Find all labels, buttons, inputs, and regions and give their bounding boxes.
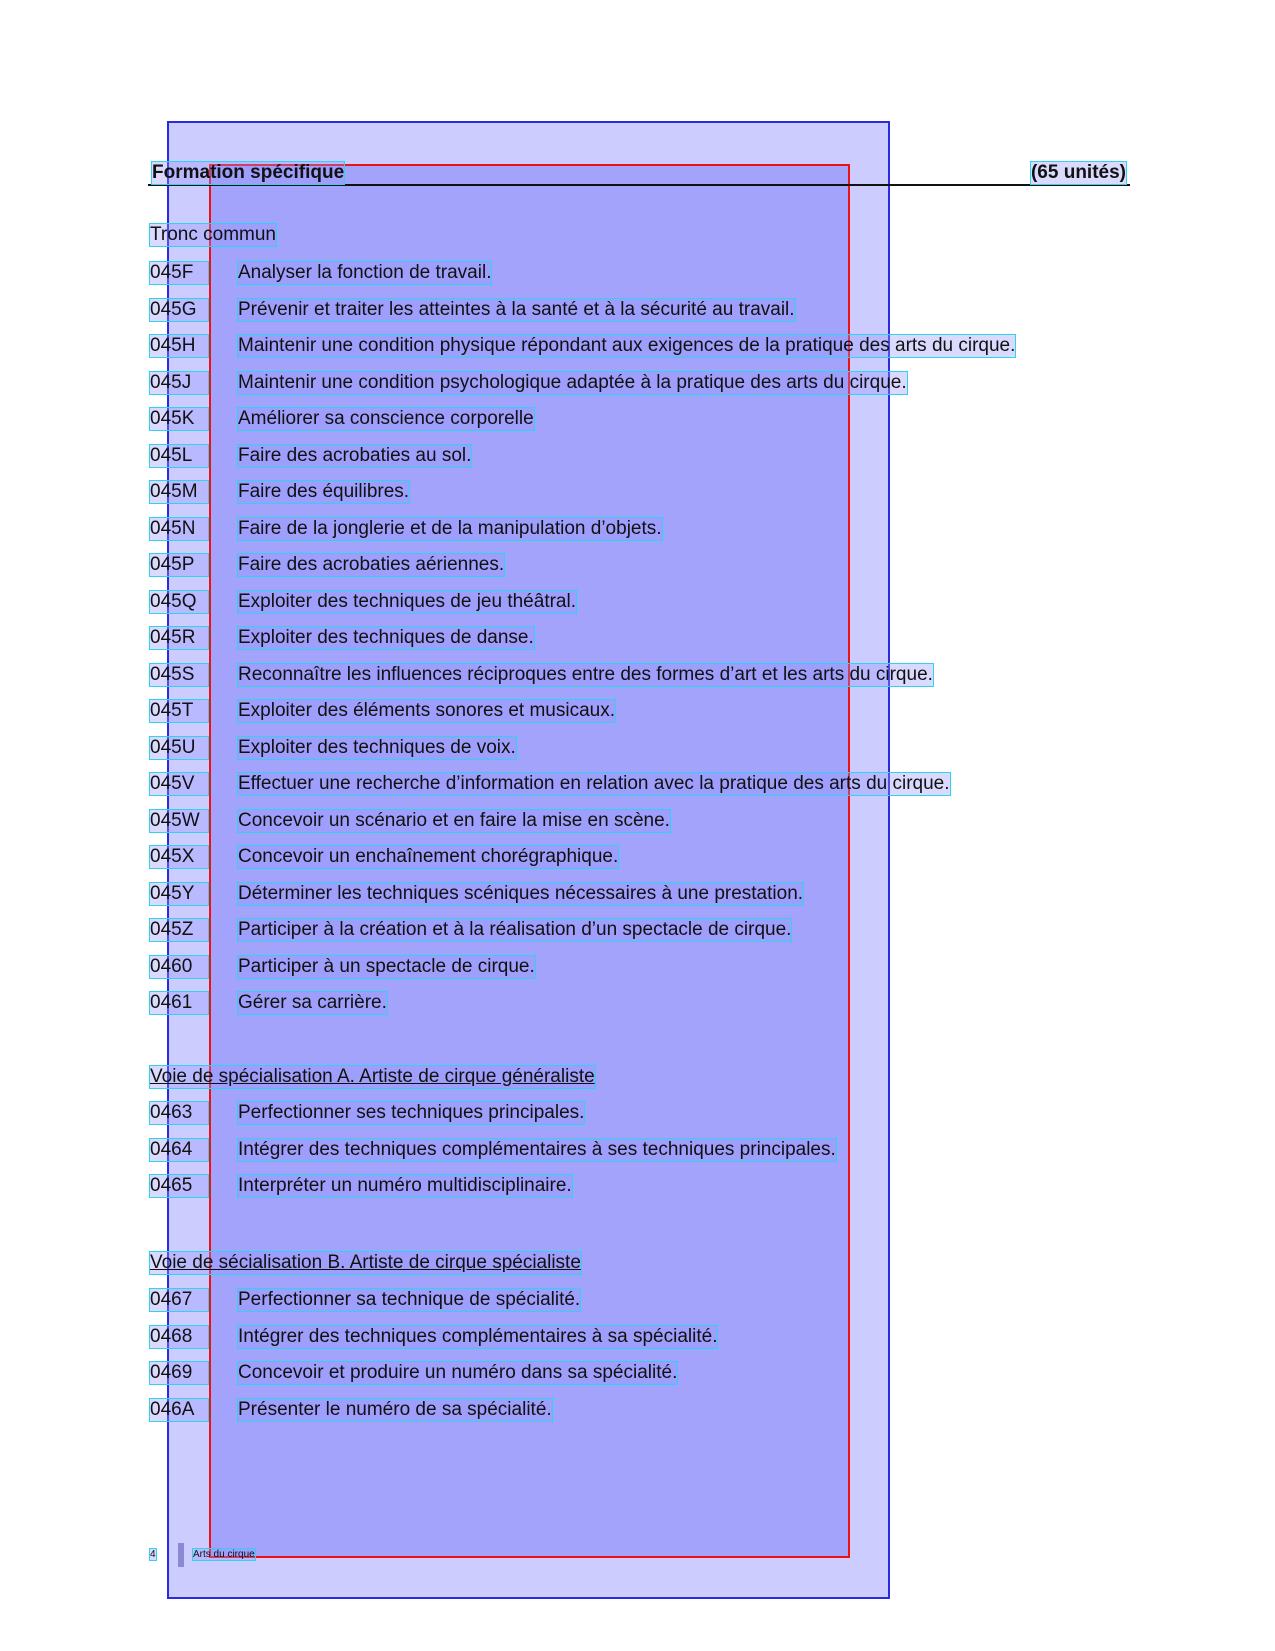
competency-code: 045N — [150, 518, 208, 540]
competency-description: Perfectionner sa technique de spécialité. — [238, 1289, 581, 1310]
competency-description: Exploiter des éléments sonores et musicaux. — [238, 700, 616, 721]
competency-description: Perfectionner ses techniques principales. — [238, 1102, 585, 1123]
header-title: Formation spécifique — [152, 162, 345, 183]
competency-code: 045X — [150, 846, 208, 868]
competency-description: Exploiter des techniques de jeu théâtral. — [238, 591, 576, 612]
competency-code: 045J — [150, 372, 208, 394]
footer-divider-bar — [178, 1543, 184, 1567]
competency-code: 045Y — [150, 883, 208, 905]
competency-description: Analyser la fonction de travail. — [238, 262, 492, 283]
competency-description: Faire des acrobaties aériennes. — [238, 554, 505, 575]
competency-code: 045W — [150, 810, 208, 832]
competency-description: Exploiter des techniques de voix. — [238, 737, 516, 758]
competency-description: Améliorer sa conscience corporelle — [238, 408, 534, 429]
competency-description: Participer à la création et à la réalisation d’un spectacle de cirque. — [238, 919, 792, 940]
footer-page-number: 4 — [150, 1549, 156, 1560]
competency-code: 046A — [150, 1399, 208, 1421]
competency-description: Prévenir et traiter les atteintes à la santé et à la sécurité au travail. — [238, 299, 795, 320]
competency-code: 045H — [150, 335, 208, 357]
competency-description: Présenter le numéro de sa spécialité. — [238, 1399, 552, 1420]
header-units: (65 unités) — [1030, 162, 1126, 183]
competency-code: 0460 — [150, 956, 208, 978]
competency-code: 0469 — [150, 1362, 208, 1384]
competency-description: Faire des acrobaties au sol. — [238, 445, 472, 466]
competency-description: Reconnaître les influences réciproques entre des formes d’art et les arts du cirque. — [238, 664, 933, 685]
section-title: Voie de spécialisation A. Artiste de cirque généraliste — [150, 1066, 595, 1087]
competency-code: 045Z — [150, 919, 208, 941]
competency-description: Maintenir une condition psychologique adaptée à la pratique des arts du cirque. — [238, 372, 907, 393]
competency-description: Déterminer les techniques scéniques nécessaires à une prestation. — [238, 883, 804, 904]
competency-code: 045R — [150, 627, 208, 649]
competency-description: Concevoir un enchaînement chorégraphique. — [238, 846, 619, 867]
competency-code: 045Q — [150, 591, 208, 613]
competency-code: 0464 — [150, 1139, 208, 1161]
competency-description: Concevoir et produire un numéro dans sa spécialité. — [238, 1362, 678, 1383]
section-title: Voie de sécialisation B. Artiste de cirque spécialiste — [150, 1252, 581, 1273]
competency-description: Maintenir une condition physique répondant aux exigences de la pratique des arts du cirque. — [238, 335, 1016, 356]
footer-label: Arts du cirque — [193, 1549, 255, 1560]
competency-code: 045U — [150, 737, 208, 759]
competency-code: 0468 — [150, 1326, 208, 1348]
page-header — [148, 160, 1130, 186]
competency-description: Interpréter un numéro multidisciplinaire. — [238, 1175, 572, 1196]
competency-description: Exploiter des techniques de danse. — [238, 627, 534, 648]
competency-description: Participer à un spectacle de cirque. — [238, 956, 535, 977]
competency-code: 045M — [150, 481, 208, 503]
competency-code: 0467 — [150, 1289, 208, 1311]
competency-description: Faire de la jonglerie et de la manipulation d’objets. — [238, 518, 662, 539]
competency-code: 0463 — [150, 1102, 208, 1124]
competency-code: 045V — [150, 773, 208, 795]
competency-description: Intégrer des techniques complémentaires à sa spécialité. — [238, 1326, 718, 1347]
competency-code: 045G — [150, 299, 208, 321]
competency-description: Faire des équilibres. — [238, 481, 410, 502]
competency-code: 0465 — [150, 1175, 208, 1197]
competency-code: 045S — [150, 664, 208, 686]
competency-code: 0461 — [150, 992, 208, 1014]
competency-code: 045L — [150, 445, 208, 467]
competency-code: 045P — [150, 554, 208, 576]
section-title: Tronc commun — [150, 224, 276, 245]
competency-code: 045K — [150, 408, 208, 430]
competency-description: Gérer sa carrière. — [238, 992, 387, 1013]
competency-code: 045F — [150, 262, 208, 284]
competency-description: Effectuer une recherche d’information en relation avec la pratique des arts du cirque. — [238, 773, 950, 794]
competency-description: Intégrer des techniques complémentaires à ses techniques principales. — [238, 1139, 836, 1160]
competency-code: 045T — [150, 700, 208, 722]
competency-description: Concevoir un scénario et en faire la mise en scène. — [238, 810, 670, 831]
